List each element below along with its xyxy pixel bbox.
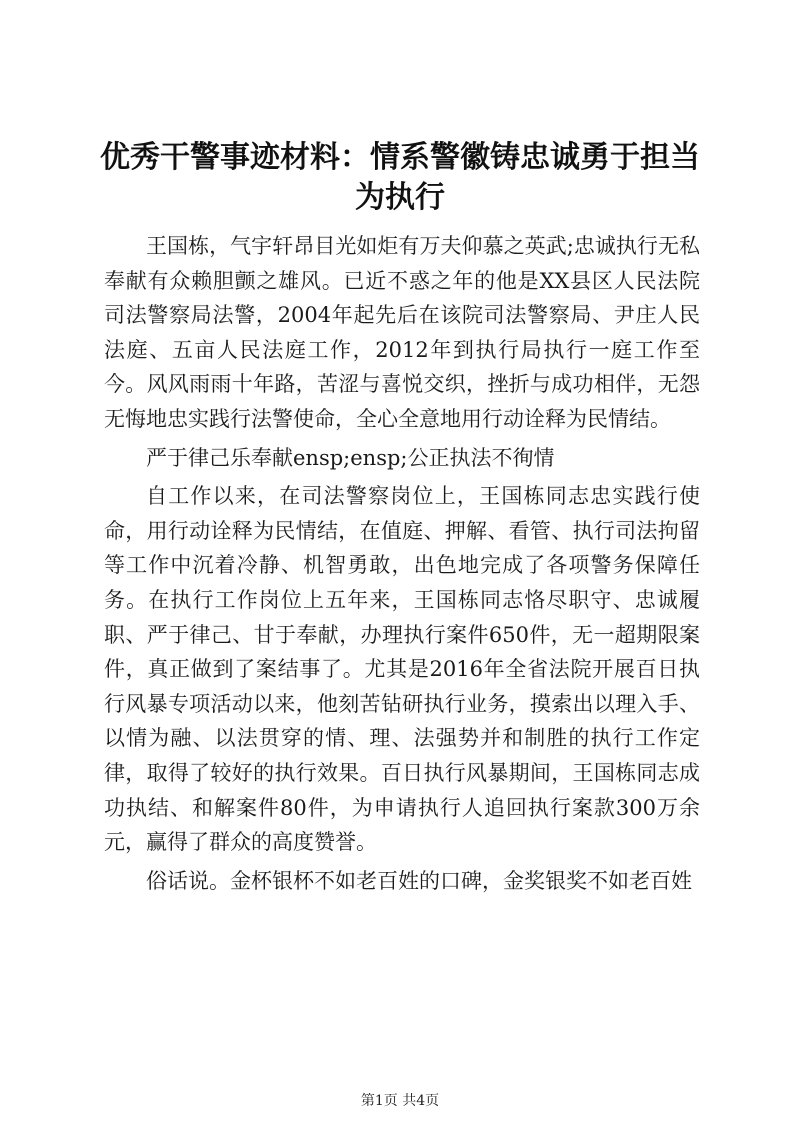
page-footer: 第1页 共4页 — [360, 1093, 440, 1109]
section-heading: 严于律己乐奉献ensp;ensp;公正执法不徇情 — [146, 445, 555, 470]
document-body — [104, 229, 700, 902]
paragraph-work: 自工作以来，在司法警察岗位上，王国栋同志忠实践行使命，用行动诠释为民情结，在值庭、押解、看管、执行司法拘留等工作中沉着冷静、机智勇敢，出色地完成了各项警务保障任务。在执行工作岗位上五年来，王国栋同志恪尽职守、忠诚履职、严于律己、甘于奉献，办理执行案件650件，无一超期限案件，真正做到了案结事了。尤其是2016年全省法院开展百日执行风暴专项活动以来，他刻苦钻研执行业务，摸索出以理入手、以情为融、以法贯穿的情、理、法强势并和制胜的执行工作定律，取得了较好的执行效果。百日执行风暴期间，王国栋同志成功执结、和解案件80件，为申请执行人追回执行案款300万余元，赢得了群众的高度赞誉。 — [104, 484, 700, 855]
paragraph-intro: 王国栋，气宇轩昂目光如炬有万夫仰慕之英武;忠诚执行无私奉献有众赖胆颤之雄风。已近不惑之年的他是XX县区人民法院司法警察局法警，2004年起先后在该院司法警察局、尹庄人民法庭、五亩人民法庭工作，2012年到执行局执行一庭工作至今。风风雨雨十年路，苦涩与喜悦交织，挫折与成功相伴，无怨无悔地忠实践行法警使命，全心全意地用行动诠释为民情结。 — [104, 234, 700, 431]
paragraph-saying: 俗话说。金杯银杯不如老百姓的口碑，金奖银奖不如老百姓 — [146, 868, 692, 893]
document-title: 优秀干警事迹材料：情系警徽铸忠诚勇于担当为执行 — [100, 140, 700, 215]
